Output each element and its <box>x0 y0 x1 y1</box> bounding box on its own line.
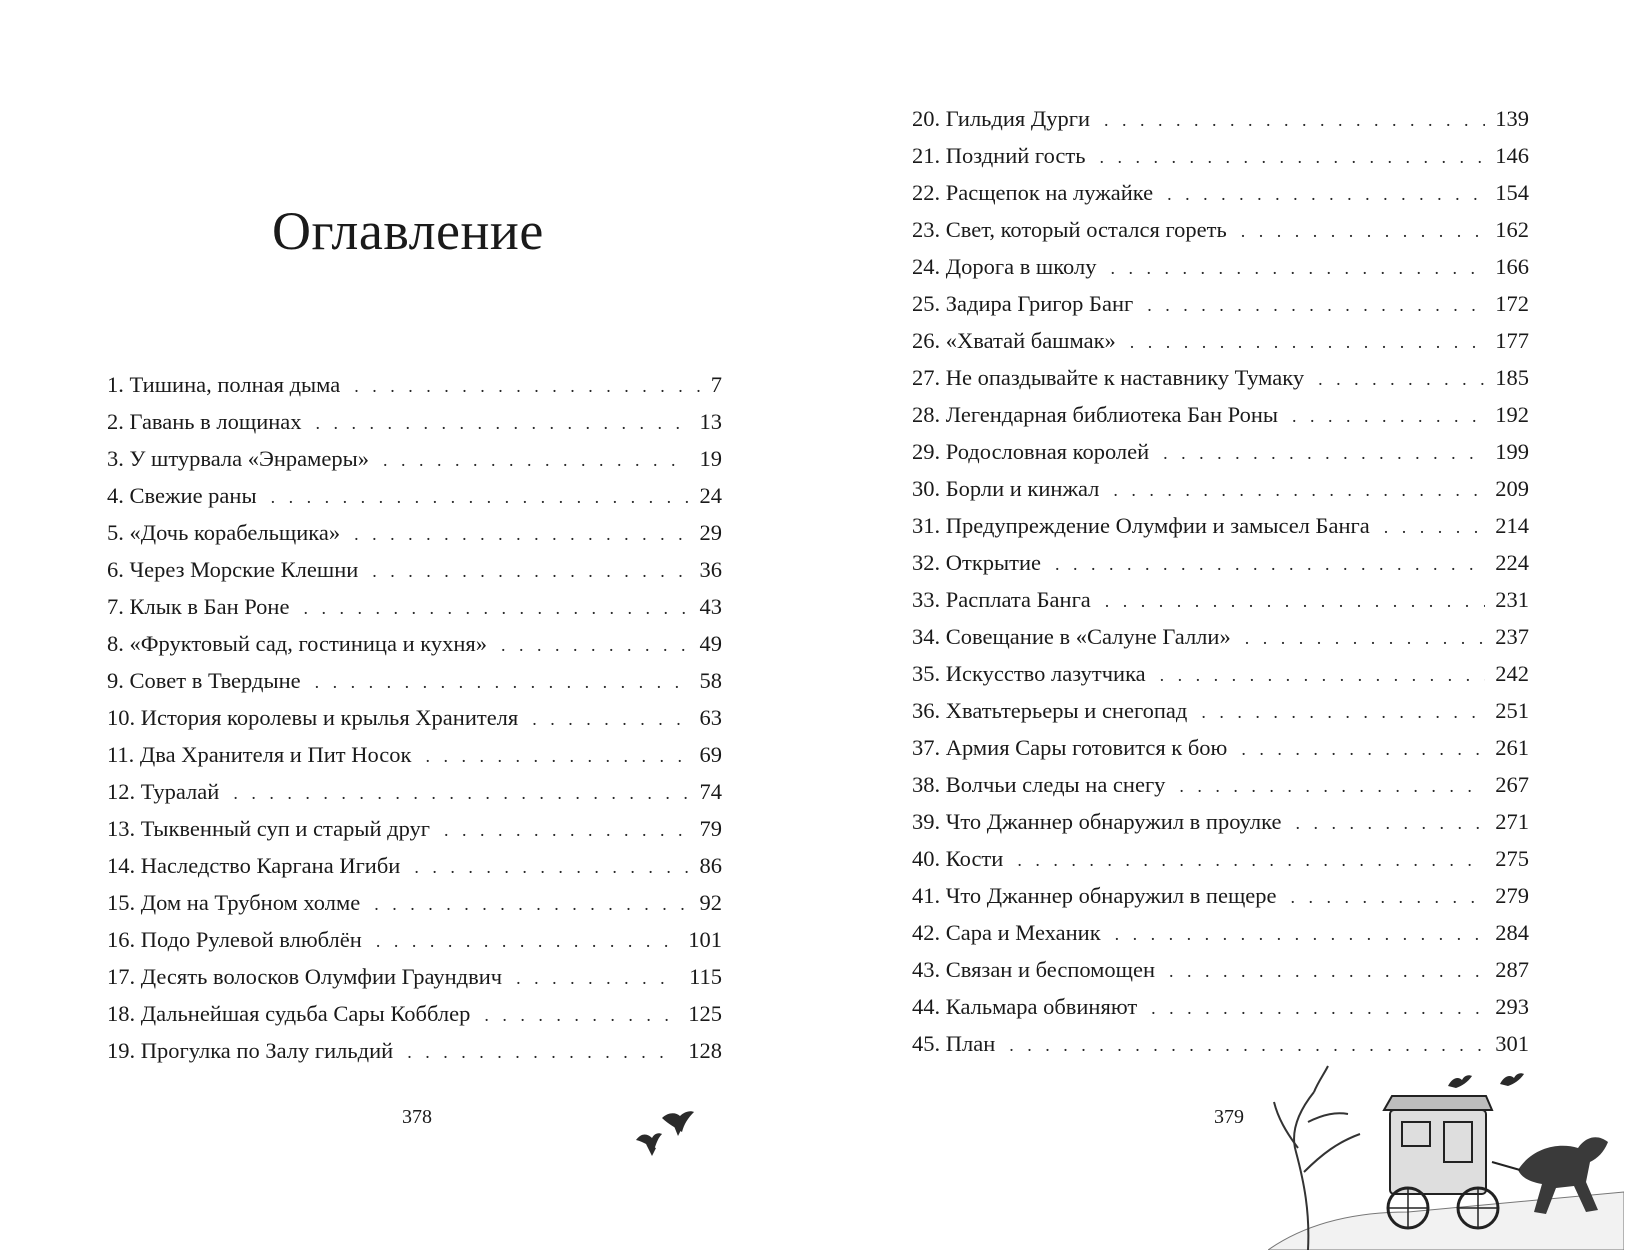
toc-entry <box>912 840 1529 877</box>
toc-leader-dots <box>1055 546 1485 583</box>
toc-entry-page: 63 <box>699 705 722 730</box>
toc-entry-title: 29. Родословная королей <box>912 439 1150 464</box>
toc-entry-page: 231 <box>1495 587 1529 612</box>
toc-entry-title: 25. Задира Григор Банг <box>912 291 1134 316</box>
toc-entry-page: 209 <box>1495 476 1529 501</box>
toc-entry-title: 20. Гильдия Дурги <box>912 106 1091 131</box>
toc-entry-page: 86 <box>699 853 722 878</box>
toc-entry-page: 29 <box>699 520 722 545</box>
toc-leader-dots <box>1105 583 1485 620</box>
toc-entry-title: 8. «Фруктовый сад, гостиница и кухня» <box>107 631 487 656</box>
carriage-illustration <box>1268 1062 1624 1250</box>
toc-entry <box>912 951 1529 988</box>
toc-entry-page: 58 <box>699 668 722 693</box>
toc-entry <box>912 988 1529 1025</box>
toc-entry <box>107 847 722 884</box>
toc-leader-dots <box>1130 324 1485 361</box>
toc-entry-title: 5. «Дочь корабельщика» <box>107 520 341 545</box>
toc-entry <box>107 699 722 736</box>
toc-leader-dots <box>303 590 689 627</box>
toc-entry-page: 242 <box>1495 661 1529 686</box>
toc-entry <box>912 766 1529 803</box>
toc-entry-title: 7. Клык в Бан Роне <box>107 594 290 619</box>
toc-leader-dots <box>501 627 690 664</box>
toc-entry-title: 39. Что Джаннер обнаружил в проулке <box>912 809 1282 834</box>
toc-leader-dots <box>1201 694 1485 731</box>
toc-entry-title: 28. Легендарная библиотека Бан Роны <box>912 402 1279 427</box>
toc-leader-dots <box>1113 472 1485 509</box>
toc-entry <box>912 211 1529 248</box>
toc-entry <box>107 810 722 847</box>
toc-entry <box>107 477 722 514</box>
toc-entry <box>912 433 1529 470</box>
toc-entry-page: 49 <box>699 631 722 656</box>
toc-entry-page: 301 <box>1495 1031 1529 1056</box>
toc-entry <box>912 729 1529 766</box>
toc-entry <box>107 440 722 477</box>
toc-entry <box>912 248 1529 285</box>
toc-entry-title: 33. Расплата Банга <box>912 587 1091 612</box>
toc-entry-title: 3. У штурвала «Энрамеры» <box>107 446 369 471</box>
toc-list-left <box>107 366 722 1069</box>
toc-leader-dots <box>1147 287 1485 324</box>
toc-entry <box>107 588 722 625</box>
toc-entry-title: 11. Два Хранителя и Пит Носок <box>107 742 412 767</box>
toc-entry-title: 43. Связан и беспомощен <box>912 957 1156 982</box>
toc-entry-page: 237 <box>1495 624 1529 649</box>
toc-leader-dots <box>1151 990 1485 1027</box>
toc-entry-page: 139 <box>1495 106 1529 131</box>
toc-leader-dots <box>376 923 678 960</box>
toc-entry-page: 185 <box>1495 365 1529 390</box>
toc-list-right <box>912 100 1529 1062</box>
toc-leader-dots <box>354 368 701 405</box>
toc-entry <box>107 958 722 995</box>
toc-entry <box>912 396 1529 433</box>
toc-leader-dots <box>1100 139 1486 176</box>
toc-entry <box>912 285 1529 322</box>
toc-entry <box>912 174 1529 211</box>
toc-entry <box>912 692 1529 729</box>
toc-entry <box>107 551 722 588</box>
toc-entry-page: 79 <box>699 816 722 841</box>
toc-entry-page: 172 <box>1495 291 1529 316</box>
toc-leader-dots <box>354 516 689 553</box>
toc-leader-dots <box>1009 1027 1485 1064</box>
toc-entry-title: 17. Десять волосков Олумфии Граундвич <box>107 964 503 989</box>
toc-entry-page: 7 <box>710 372 722 397</box>
toc-entry-page: 92 <box>699 890 722 915</box>
toc-entry-page: 146 <box>1495 143 1529 168</box>
toc-entry <box>107 1032 722 1069</box>
toc-entry-page: 224 <box>1495 550 1529 575</box>
toc-entry-title: 38. Волчьи следы на снегу <box>912 772 1166 797</box>
toc-leader-dots <box>1291 879 1486 916</box>
toc-leader-dots <box>271 479 690 516</box>
toc-entry <box>912 470 1529 507</box>
toc-entry <box>107 921 722 958</box>
toc-entry-page: 43 <box>699 594 722 619</box>
toc-leader-dots <box>425 738 689 775</box>
toc-entry-page: 166 <box>1495 254 1529 279</box>
page-number-right: 379 <box>1214 1106 1244 1128</box>
toc-entry <box>912 507 1529 544</box>
toc-entry <box>912 1025 1529 1062</box>
toc-leader-dots <box>1017 842 1485 879</box>
toc-entry-title: 18. Дальнейшая судьба Сары Кобблер <box>107 1001 471 1026</box>
toc-leader-dots <box>532 701 689 738</box>
toc-entry-title: 12. Туралай <box>107 779 220 804</box>
toc-entry-page: 267 <box>1495 772 1529 797</box>
toc-entry-title: 15. Дом на Трубном холме <box>107 890 361 915</box>
page-title: Оглавление <box>272 201 544 261</box>
toc-entry-title: 44. Кальмара обвиняют <box>912 994 1138 1019</box>
toc-leader-dots <box>484 997 678 1034</box>
toc-entry-title: 37. Армия Сары готовится к бою <box>912 735 1228 760</box>
toc-entry-page: 192 <box>1495 402 1529 427</box>
toc-entry-title: 45. План <box>912 1031 996 1056</box>
toc-leader-dots <box>315 664 690 701</box>
toc-entry-page: 251 <box>1495 698 1529 723</box>
toc-entry-page: 101 <box>688 927 722 952</box>
toc-entry-page: 125 <box>688 1001 722 1026</box>
toc-entry-title: 9. Совет в Твердыне <box>107 668 301 693</box>
toc-leader-dots <box>1160 657 1486 694</box>
toc-entry-title: 19. Прогулка по Залу гильдий <box>107 1038 394 1063</box>
toc-entry <box>107 736 722 773</box>
toc-entry-title: 14. Наследство Каргана Игиби <box>107 853 401 878</box>
toc-entry-title: 21. Поздний гость <box>912 143 1086 168</box>
toc-entry-title: 27. Не опаздывайте к наставнику Тумаку <box>912 365 1305 390</box>
toc-leader-dots <box>1110 250 1485 287</box>
toc-entry <box>107 662 722 699</box>
toc-leader-dots <box>1245 620 1486 657</box>
toc-entry <box>912 877 1529 914</box>
toc-entry-page: 284 <box>1495 920 1529 945</box>
toc-entry-page: 261 <box>1495 735 1529 760</box>
toc-entry-title: 36. Хватьтерьеры и снегопад <box>912 698 1188 723</box>
toc-leader-dots <box>1167 176 1485 213</box>
toc-entry-page: 162 <box>1495 217 1529 242</box>
toc-entry-title: 30. Борли и кинжал <box>912 476 1100 501</box>
toc-leader-dots <box>1292 398 1485 435</box>
toc-entry-page: 199 <box>1495 439 1529 464</box>
toc-leader-dots <box>1115 916 1486 953</box>
toc-entry-title: 22. Расщепок на лужайке <box>912 180 1154 205</box>
toc-leader-dots <box>407 1034 678 1071</box>
toc-entry-title: 16. Подо Рулевой влюблён <box>107 927 362 952</box>
toc-entry-title: 6. Через Морские Клешни <box>107 557 359 582</box>
toc-entry-title: 1. Тишина, полная дыма <box>107 372 341 397</box>
toc-leader-dots <box>374 886 689 923</box>
toc-entry <box>912 618 1529 655</box>
toc-entry-page: 177 <box>1495 328 1529 353</box>
toc-leader-dots <box>383 442 690 479</box>
toc-entry-page: 24 <box>699 483 722 508</box>
toc-leader-dots <box>1163 435 1485 472</box>
toc-entry-title: 10. История королевы и крылья Хранителя <box>107 705 519 730</box>
toc-leader-dots <box>316 405 690 442</box>
toc-entry <box>912 544 1529 581</box>
toc-entry-page: 13 <box>699 409 722 434</box>
toc-entry-title: 23. Свет, который остался гореть <box>912 217 1227 242</box>
toc-entry <box>912 655 1529 692</box>
toc-leader-dots <box>1241 731 1485 768</box>
toc-leader-dots <box>1318 361 1485 398</box>
toc-entry-title: 31. Предупреждение Олумфии и замысел Банга <box>912 513 1370 538</box>
toc-leader-dots <box>233 775 689 812</box>
toc-entry-title: 4. Свежие раны <box>107 483 257 508</box>
page-number-left: 378 <box>402 1106 432 1128</box>
toc-entry-page: 69 <box>699 742 722 767</box>
toc-entry-title: 35. Искусство лазутчика <box>912 661 1146 686</box>
toc-entry <box>912 100 1529 137</box>
toc-leader-dots <box>1384 509 1486 546</box>
toc-entry <box>107 625 722 662</box>
toc-entry <box>912 914 1529 951</box>
toc-leader-dots <box>1179 768 1485 805</box>
toc-entry-title: 26. «Хватай башмак» <box>912 328 1116 353</box>
toc-entry-page: 214 <box>1495 513 1529 538</box>
birds-illustration <box>634 1110 694 1158</box>
toc-entry-title: 34. Совещание в «Салуне Галли» <box>912 624 1231 649</box>
toc-entry <box>912 359 1529 396</box>
toc-entry-title: 41. Что Джаннер обнаружил в пещере <box>912 883 1277 908</box>
toc-entry-page: 279 <box>1495 883 1529 908</box>
toc-leader-dots <box>516 960 679 997</box>
toc-leader-dots <box>444 812 689 849</box>
toc-entry <box>107 514 722 551</box>
toc-leader-dots <box>372 553 689 590</box>
toc-leader-dots <box>1241 213 1486 250</box>
toc-entry-page: 293 <box>1495 994 1529 1019</box>
toc-entry <box>107 995 722 1032</box>
toc-leader-dots <box>414 849 689 886</box>
toc-leader-dots <box>1169 953 1485 990</box>
toc-leader-dots <box>1104 102 1485 139</box>
toc-entry <box>107 884 722 921</box>
toc-entry-title: 24. Дорога в школу <box>912 254 1097 279</box>
toc-entry <box>912 137 1529 174</box>
toc-entry-page: 74 <box>699 779 722 804</box>
toc-entry <box>912 581 1529 618</box>
toc-entry-page: 275 <box>1495 846 1529 871</box>
toc-entry-title: 2. Гавань в лощинах <box>107 409 302 434</box>
toc-entry-page: 271 <box>1495 809 1529 834</box>
toc-entry-page: 115 <box>689 964 722 989</box>
toc-entry-title: 32. Открытие <box>912 550 1041 575</box>
toc-entry-page: 19 <box>699 446 722 471</box>
toc-entry <box>107 366 722 403</box>
toc-entry-page: 154 <box>1495 180 1529 205</box>
toc-entry <box>107 773 722 810</box>
toc-entry <box>912 322 1529 359</box>
toc-entry-page: 128 <box>688 1038 722 1063</box>
toc-leader-dots <box>1295 805 1485 842</box>
toc-entry-title: 42. Сара и Механик <box>912 920 1101 945</box>
toc-entry-title: 40. Кости <box>912 846 1004 871</box>
toc-entry <box>912 803 1529 840</box>
toc-entry-page: 287 <box>1495 957 1529 982</box>
toc-entry <box>107 403 722 440</box>
toc-entry-page: 36 <box>699 557 722 582</box>
toc-entry-title: 13. Тыквенный суп и старый друг <box>107 816 431 841</box>
